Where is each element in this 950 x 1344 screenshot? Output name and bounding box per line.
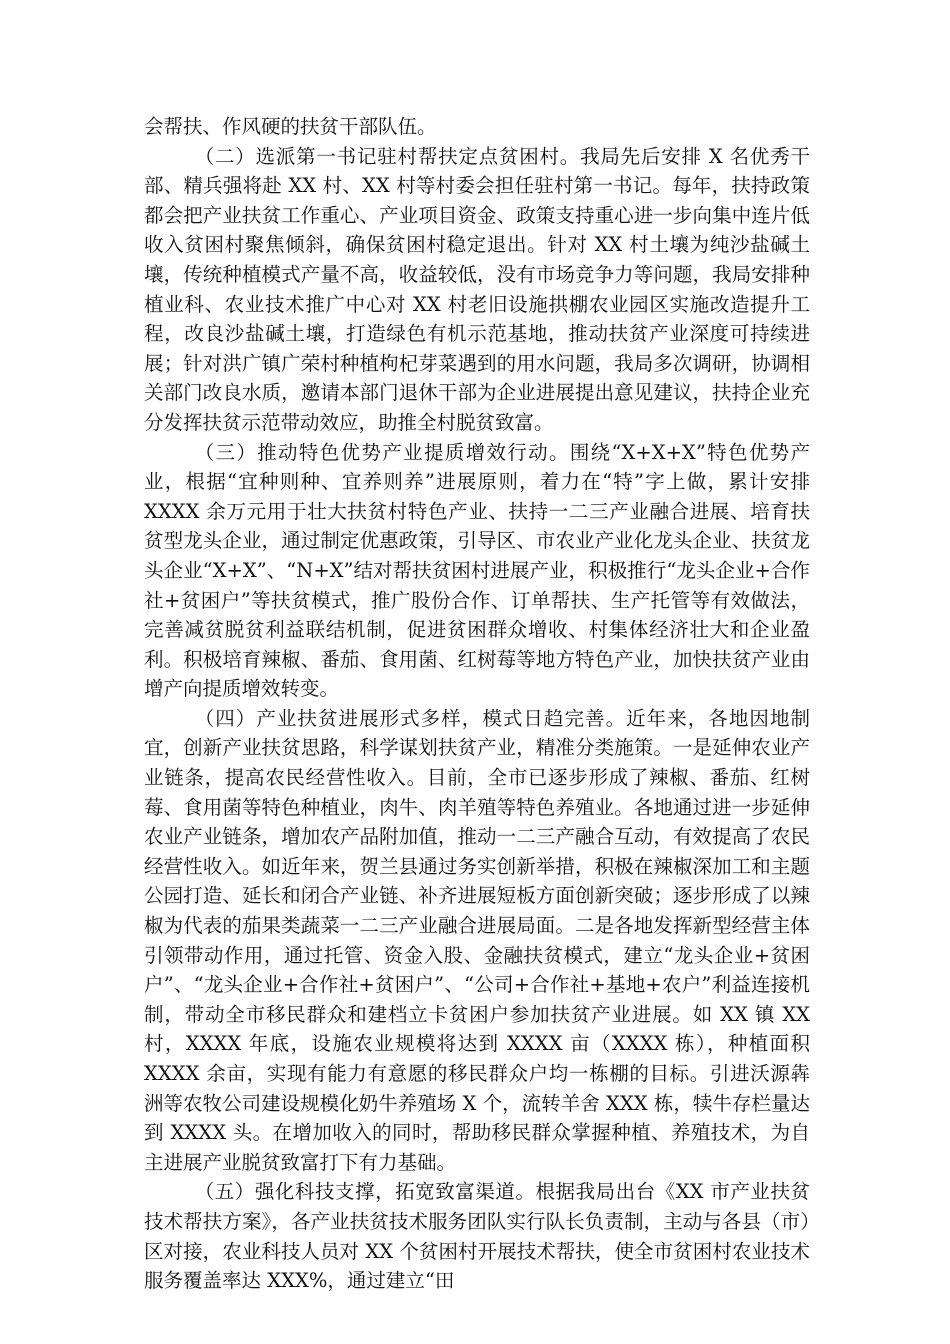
paragraph-section-5: （五）强化科技支撑，拓宽致富渠道。根据我局出台《XX 市产业扶贫技术帮扶方案》，各产业扶贫技术服务团队实行队长负责制，主动与各县（市）区对接，农业科技人员对 XX 个贫困村开展技术帮扶，使全市贫困村农业技术服务覆盖率达 XXX%，通过建立“田	[144, 1180, 810, 1293]
paragraph-section-2: （二）选派第一书记驻村帮扶定点贫困村。我局先后安排 X 名优秀干部、精兵强将赴 XX 村、XX 村等村委会担任驻村第一书记。每年，扶持政策都会把产业扶贫工作重心、产业项目资金、政策支持重心进一步向集中连片低收入贫困村聚焦倾斜，确保贫困村稳定退出。针对 XX 村土壤为纯沙盐碱土壤，传统种植模式产量不高，收益较低，没有市场竞争力等问题，我局安排种植业科、农业技术推广中心对 XX 村老旧设施拱棚农业园区实施改造提升工程，改良沙盐碱土壤，打造绿色有机示范基地，推动扶贫产业深度可持续进展；针对洪广镇广荣村种植枸杞芽菜遇到的用水问题，我局多次调研，协调相关部门改良水质，邀请本部门退休干部为企业进展提出意见建议，扶持企业充分发挥扶贫示范带动效应，助推全村脱贫致富。	[144, 144, 810, 434]
paragraph-section-3: （三）推动特色优势产业提质增效行动。围绕“X+X+X”特色优势产业，根据“宜种则种、宜养则养”进展原则，着力在“特”字上做，累计安排 XXXX 余万元用于壮大扶贫村特色产业、扶持一二三产业融合进展、培育扶贫型龙头企业，通过制定优惠政策，引导区、市农业产业化龙头企业、扶贫龙头企业“X+X”、“N+X”结对帮扶贫困村进展产业，积极推行“龙头企业+合作社+贫困户”等扶贫模式，推广股份合作、订单帮扶、生产托管等有效做法，完善减贫脱贫利益联结机制，促进贫困群众增收、村集体经济壮大和企业盈利。积极培育辣椒、番茄、食用菌、红树莓等地方特色产业，加快扶贫产业由增产向提质增效转变。	[144, 440, 810, 701]
paragraph-section-4: （四）产业扶贫进展形式多样，模式日趋完善。近年来，各地因地制宜，创新产业扶贫思路，科学谋划扶贫产业，精准分类施策。一是延伸农业产业链条，提高农民经营性收入。目前，全市已逐步形成了辣椒、番茄、红树莓、食用菌等特色种植业，肉牛、肉羊殖等特色养殖业。各地通过进一步延伸农业产业链条，增加农产品附加值，推动一二三产融合互动，有效提高了农民经营性收入。如近年来，贺兰县通过务实创新举措，积极在辣椒深加工和主题公园打造、延长和闭合产业链、补齐进展短板方面创新突破；逐步形成了以辣椒为代表的茄果类蔬菜一二三产业融合进展局面。二是各地发挥新型经营主体引领带动作用，通过托管、资金入股、金融扶贫模式，建立“龙头企业+贫困户”、“龙头企业+合作社+贫困户”、“公司+合作社+基地+农户”利益连接机制，带动全市移民群众和建档立卡贫困户参加扶贫产业进展。如 XX 镇 XX 村，XXXX 年底，设施农业规模将达到 XXXX 亩（XXXX 栋），种植面积 XXXX 余亩，实现有能力有意愿的移民群众户均一栋棚的目标。引进沃源犇洲等农牧公司建设规模化奶牛养殖场 X 个，流转羊舍 XXX 栋，犊牛存栏量达到 XXXX 头。在增加收入的同时，帮助移民群众掌握种植、养殖技术，为自主进展产业脱贫致富打下有力基础。	[144, 706, 810, 1174]
document-body	[144, 112, 810, 1296]
paragraph-continuation: 会帮扶、作风硬的扶贫干部队伍。	[144, 115, 437, 138]
